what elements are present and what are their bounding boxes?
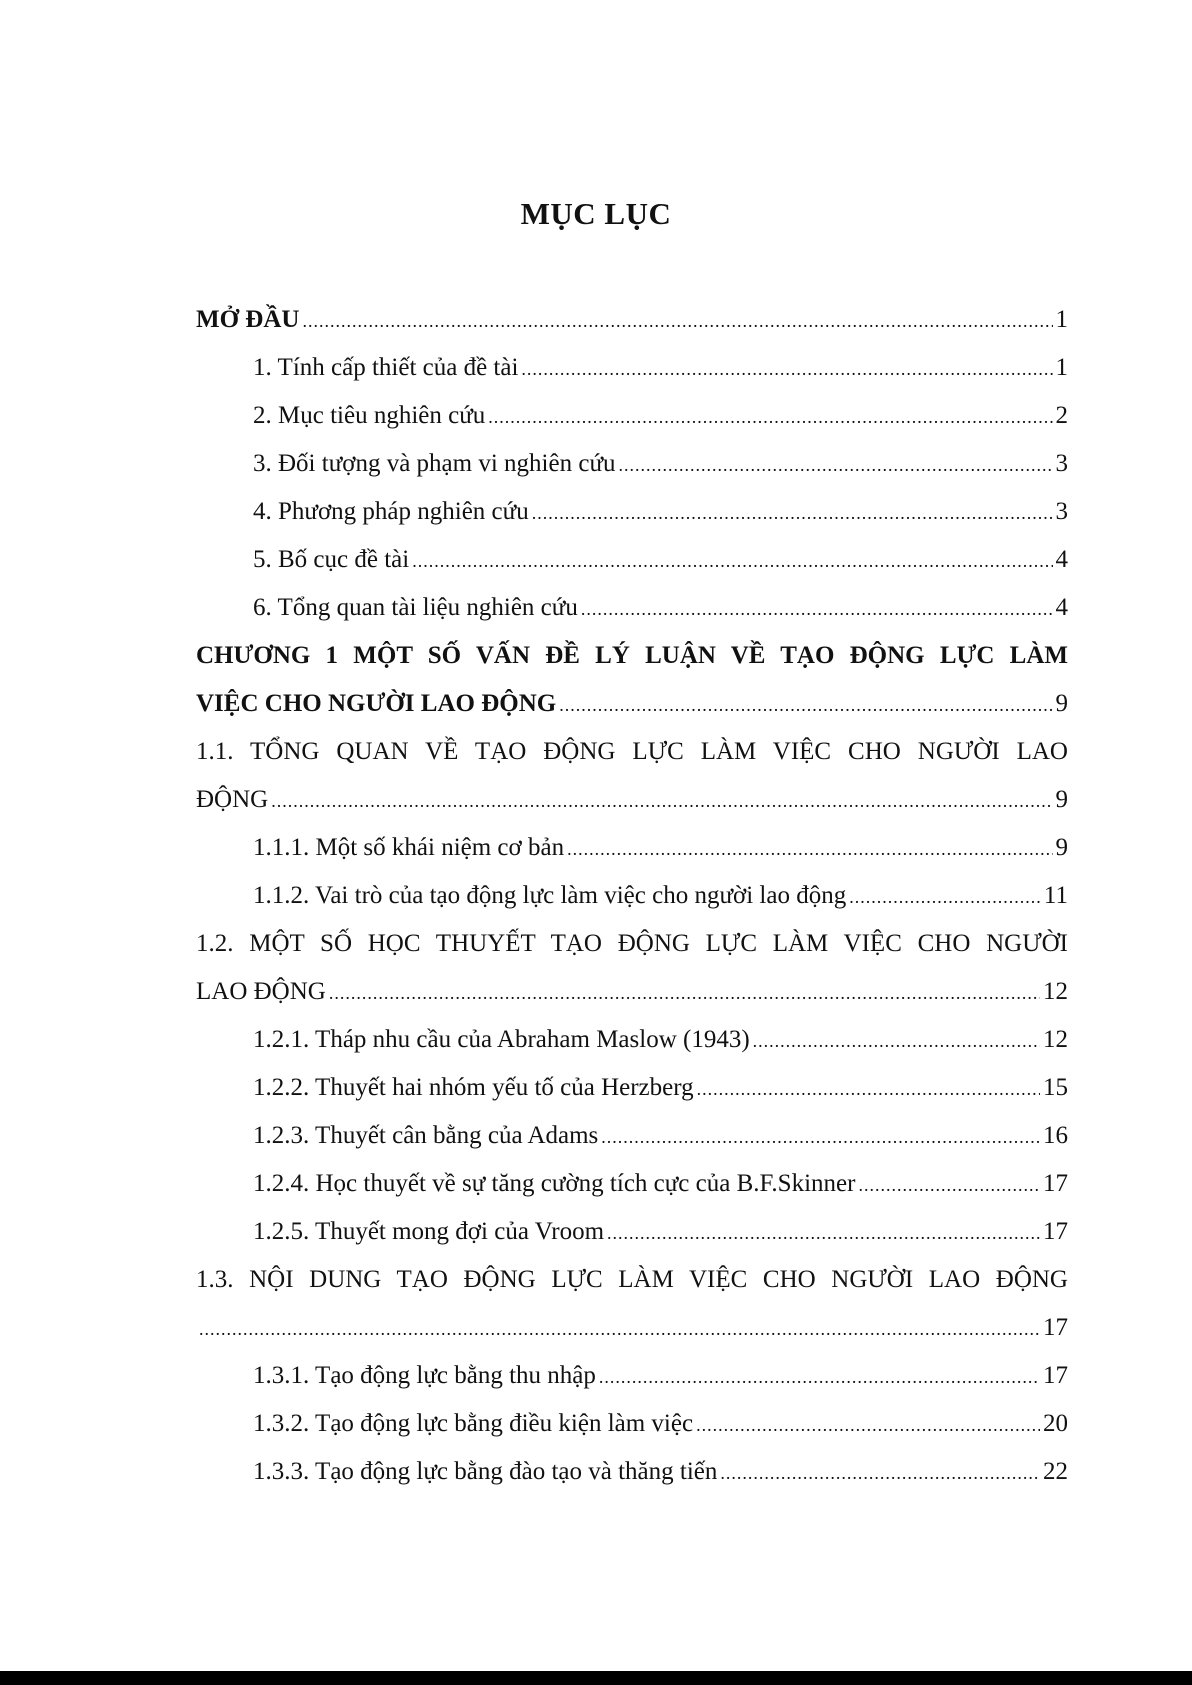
toc-entry-page: 4	[1055, 546, 1068, 573]
toc-entry-4[interactable]	[196, 488, 1068, 536]
toc-entry-label: 4. Phương pháp nghiên cứu	[253, 498, 529, 525]
dot-leader	[521, 345, 1052, 393]
toc-entry-label: VIỆC CHO NGƯỜI LAO ĐỘNG	[196, 690, 557, 717]
toc-entry-page: 16	[1043, 1122, 1068, 1149]
toc-entry-page: 17	[1043, 1170, 1068, 1197]
toc-entry-label: 5. Bố cục đề tài	[253, 546, 410, 573]
dot-leader	[697, 1065, 1040, 1113]
toc-entry-page: 12	[1043, 978, 1068, 1005]
toc-entry-page: 3	[1055, 498, 1068, 525]
toc-entry-1-2-1[interactable]	[196, 1016, 1068, 1064]
toc-entry-label: 1.3.1. Tạo động lực bằng thu nhập	[253, 1362, 596, 1389]
toc-entry-1-2-2[interactable]	[196, 1064, 1068, 1112]
toc-entry-page: 17	[1043, 1314, 1068, 1341]
dot-leader	[302, 297, 1052, 345]
toc-entry-1-2-3[interactable]	[196, 1112, 1068, 1160]
toc-entry-label: 2. Mục tiêu nghiên cứu	[253, 402, 486, 429]
toc-entry-label: 1. Tính cấp thiết của đề tài	[253, 354, 519, 381]
toc-entry-label: 1.1.1. Một số khái niệm cơ bản	[253, 834, 565, 861]
toc-entry-page: 22	[1043, 1458, 1068, 1485]
toc-section-1-2-heading[interactable]: 1.2. MỘT SỐ HỌC THUYẾT TẠO ĐỘNG LỰC LÀM VIỆC CHO NGƯỜI	[196, 930, 1068, 957]
dot-leader	[720, 1449, 1040, 1497]
dot-leader	[607, 1209, 1040, 1257]
dot-leader	[559, 681, 1052, 729]
toc-entry-page: 3	[1055, 450, 1068, 477]
toc-entry-page: 17	[1043, 1218, 1068, 1245]
toc-section-1-2-continuation[interactable]	[196, 968, 1068, 1016]
dot-leader	[696, 1401, 1040, 1449]
toc-entry-label: MỞ ĐẦU	[196, 306, 300, 333]
table-of-contents	[196, 296, 1068, 1496]
page-title: MỤC LỤC	[520, 196, 672, 231]
toc-entry-1-2-5[interactable]	[196, 1208, 1068, 1256]
toc-entry-1-1-2[interactable]	[196, 872, 1068, 920]
toc-entry-1-3-3[interactable]	[196, 1448, 1068, 1496]
toc-entry-1-3-1[interactable]	[196, 1352, 1068, 1400]
dot-leader	[532, 489, 1053, 537]
toc-entry-page: 9	[1055, 786, 1068, 813]
toc-entry-page: 17	[1043, 1362, 1068, 1389]
toc-entry-label: 1.3.2. Tạo động lực bằng điều kiện làm việc	[253, 1410, 694, 1437]
dot-leader	[858, 1161, 1040, 1209]
toc-entry-label: 1.1.2. Vai trò của tạo động lực làm việc cho người lao động	[253, 882, 847, 909]
toc-entry-page: 12	[1043, 1026, 1068, 1053]
toc-entry-page: 1	[1055, 306, 1068, 333]
toc-entry-mo-dau[interactable]	[196, 296, 1068, 344]
toc-entry-1-3-2[interactable]	[196, 1400, 1068, 1448]
toc-entry-label: 3. Đối tượng và phạm vi nghiên cứu	[253, 450, 616, 477]
dot-leader	[599, 1353, 1040, 1401]
dot-leader	[849, 873, 1041, 921]
toc-entry-1-1-1[interactable]	[196, 824, 1068, 872]
bottom-edge-bar	[0, 1671, 1192, 1685]
dot-leader	[329, 969, 1040, 1017]
toc-entry-label: 1.2.3. Thuyết cân bằng của Adams	[253, 1122, 599, 1149]
toc-entry-label: ĐỘNG	[196, 786, 269, 813]
toc-entry-label: LAO ĐỘNG	[196, 978, 326, 1005]
toc-entry-1[interactable]	[196, 344, 1068, 392]
toc-section-1-3-heading[interactable]: 1.3. NỘI DUNG TẠO ĐỘNG LỰC LÀM VIỆC CHO NGƯỜI LAO ĐỘNG	[196, 1266, 1068, 1293]
toc-entry-5[interactable]	[196, 536, 1068, 584]
dot-leader	[199, 1305, 1040, 1353]
toc-entry-label: 1.3.3. Tạo động lực bằng đào tạo và thăng tiến	[253, 1458, 718, 1485]
toc-entry-1-2-4[interactable]	[196, 1160, 1068, 1208]
toc-section-1-1-continuation[interactable]	[196, 776, 1068, 824]
dot-leader	[619, 441, 1053, 489]
toc-entry-label: 1.2.4. Học thuyết về sự tăng cường tích cực của B.F.Skinner	[253, 1170, 856, 1197]
toc-entry-page: 2	[1055, 402, 1068, 429]
toc-entry-label: 1.2.1. Tháp nhu cầu của Abraham Maslow (1943)	[253, 1026, 750, 1053]
toc-entry-label: 1.2.2. Thuyết hai nhóm yếu tố của Herzberg	[253, 1074, 694, 1101]
dot-leader	[601, 1113, 1040, 1161]
dot-leader	[488, 393, 1052, 441]
toc-entry-3[interactable]	[196, 440, 1068, 488]
toc-entry-page: 9	[1055, 690, 1068, 717]
toc-entry-6[interactable]	[196, 584, 1068, 632]
toc-entry-page: 20	[1043, 1410, 1068, 1437]
toc-entry-page: 9	[1055, 834, 1068, 861]
toc-entry-label: 6. Tổng quan tài liệu nghiên cứu	[253, 594, 578, 621]
toc-entry-page: 4	[1055, 594, 1068, 621]
toc-entry-page: 1	[1055, 354, 1068, 381]
dot-leader	[581, 585, 1053, 633]
toc-entry-page: 15	[1043, 1074, 1068, 1101]
toc-entry-page: 11	[1043, 882, 1068, 909]
toc-section-1-3-continuation[interactable]	[196, 1304, 1068, 1352]
toc-chapter-1-continuation[interactable]	[196, 680, 1068, 728]
toc-section-1-1-heading[interactable]: 1.1. TỔNG QUAN VỀ TẠO ĐỘNG LỰC LÀM VIỆC CHO NGƯỜI LAO	[196, 738, 1068, 765]
dot-leader	[567, 825, 1052, 873]
dot-leader	[753, 1017, 1040, 1065]
toc-entry-2[interactable]	[196, 392, 1068, 440]
toc-chapter-1-heading[interactable]: CHƯƠNG 1 MỘT SỐ VẤN ĐỀ LÝ LUẬN VỀ TẠO ĐỘNG LỰC LÀM	[196, 642, 1068, 669]
toc-entry-label: 1.2.5. Thuyết mong đợi của Vroom	[253, 1218, 605, 1245]
dot-leader	[271, 777, 1052, 825]
dot-leader	[412, 537, 1052, 585]
